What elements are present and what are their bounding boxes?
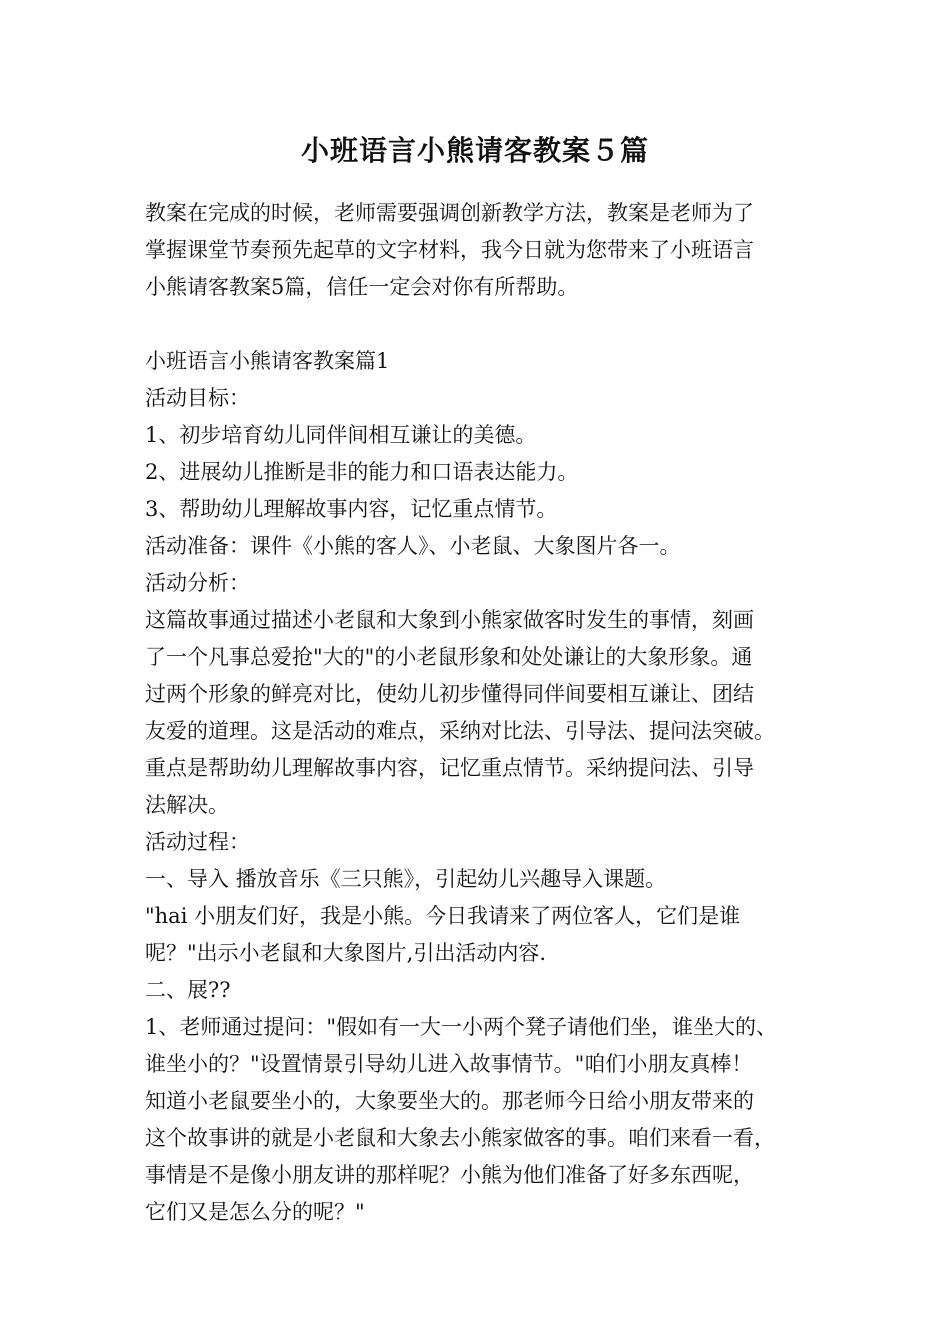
body-line: 这个故事讲的就是小老鼠和大象去小熊家做客的事。咱们来看一看， — [145, 1126, 775, 1150]
body-line: 3、帮助幼儿理解故事内容，记忆重点情节。 — [145, 497, 558, 521]
intro-line: 掌握课堂节奏预先起草的文字材料，我今日就为您带来了小班语言 — [145, 238, 754, 262]
body-line: 法解决。 — [145, 793, 229, 817]
body-line: 1、老师通过提问："假如有一大一小两个凳子请他们坐，谁坐大的、 — [145, 1015, 778, 1039]
body-line: 二、展?? — [145, 978, 231, 1002]
body-line: 活动过程： — [145, 830, 250, 854]
body-line: 谁坐小的？"设置情景引导幼儿进入故事情节。"咱们小朋友真棒！ — [145, 1052, 753, 1076]
body-line: 2、进展幼儿推断是非的能力和口语表达能力。 — [145, 460, 579, 484]
document-title: 小班语言小熊请客教案５篇 — [300, 134, 649, 167]
section-heading: 小班语言小熊请客教案篇1 — [145, 349, 390, 373]
document-body — [145, 343, 835, 1231]
intro-paragraph — [145, 195, 825, 306]
intro-line: 教案在完成的时候，老师需要强调创新教学方法，教案是老师为了 — [145, 201, 754, 225]
body-line: 活动准备：课件《小熊的客人》、小老鼠、大象图片各一。 — [145, 534, 681, 558]
body-line: 过两个形象的鲜亮对比，使幼儿初步懂得同伴间要相互谦让、团结 — [145, 682, 754, 706]
body-line: 这篇故事通过描述小老鼠和大象到小熊家做客时发生的事情，刻画 — [145, 608, 754, 632]
intro-line: 小熊请客教案5篇，信任一定会对你有所帮助。 — [145, 275, 579, 299]
body-line: 了一个凡事总爱抢"大的"的小老鼠形象和处处谦让的大象形象。通 — [145, 645, 753, 669]
body-line: 活动目标： — [145, 386, 250, 410]
body-line: "hai 小朋友们好，我是小熊。今日我请来了两位客人，它们是谁 — [145, 904, 741, 928]
body-line: 它们又是怎么分的呢？" — [145, 1200, 365, 1224]
body-line: 活动分析： — [145, 571, 250, 595]
body-line: 知道小老鼠要坐小的，大象要坐大的。那老师今日给小朋友带来的 — [145, 1089, 754, 1113]
body-line: 1、初步培育幼儿同伴间相互谦让的美德。 — [145, 423, 537, 447]
body-line: 友爱的道理。这是活动的难点，采纳对比法、引导法、提问法突破。 — [145, 719, 775, 743]
body-line: 一、导入 播放音乐《三只熊》，引起幼儿兴趣导入课题。 — [145, 867, 667, 891]
body-line: 事情是不是像小朋友讲的那样呢？小熊为他们准备了好多东西呢， — [145, 1163, 754, 1187]
body-line: 重点是帮助幼儿理解故事内容，记忆重点情节。采纳提问法、引导 — [145, 756, 754, 780]
body-line: 呢？"出示小老鼠和大象图片,引出活动内容. — [145, 941, 547, 965]
